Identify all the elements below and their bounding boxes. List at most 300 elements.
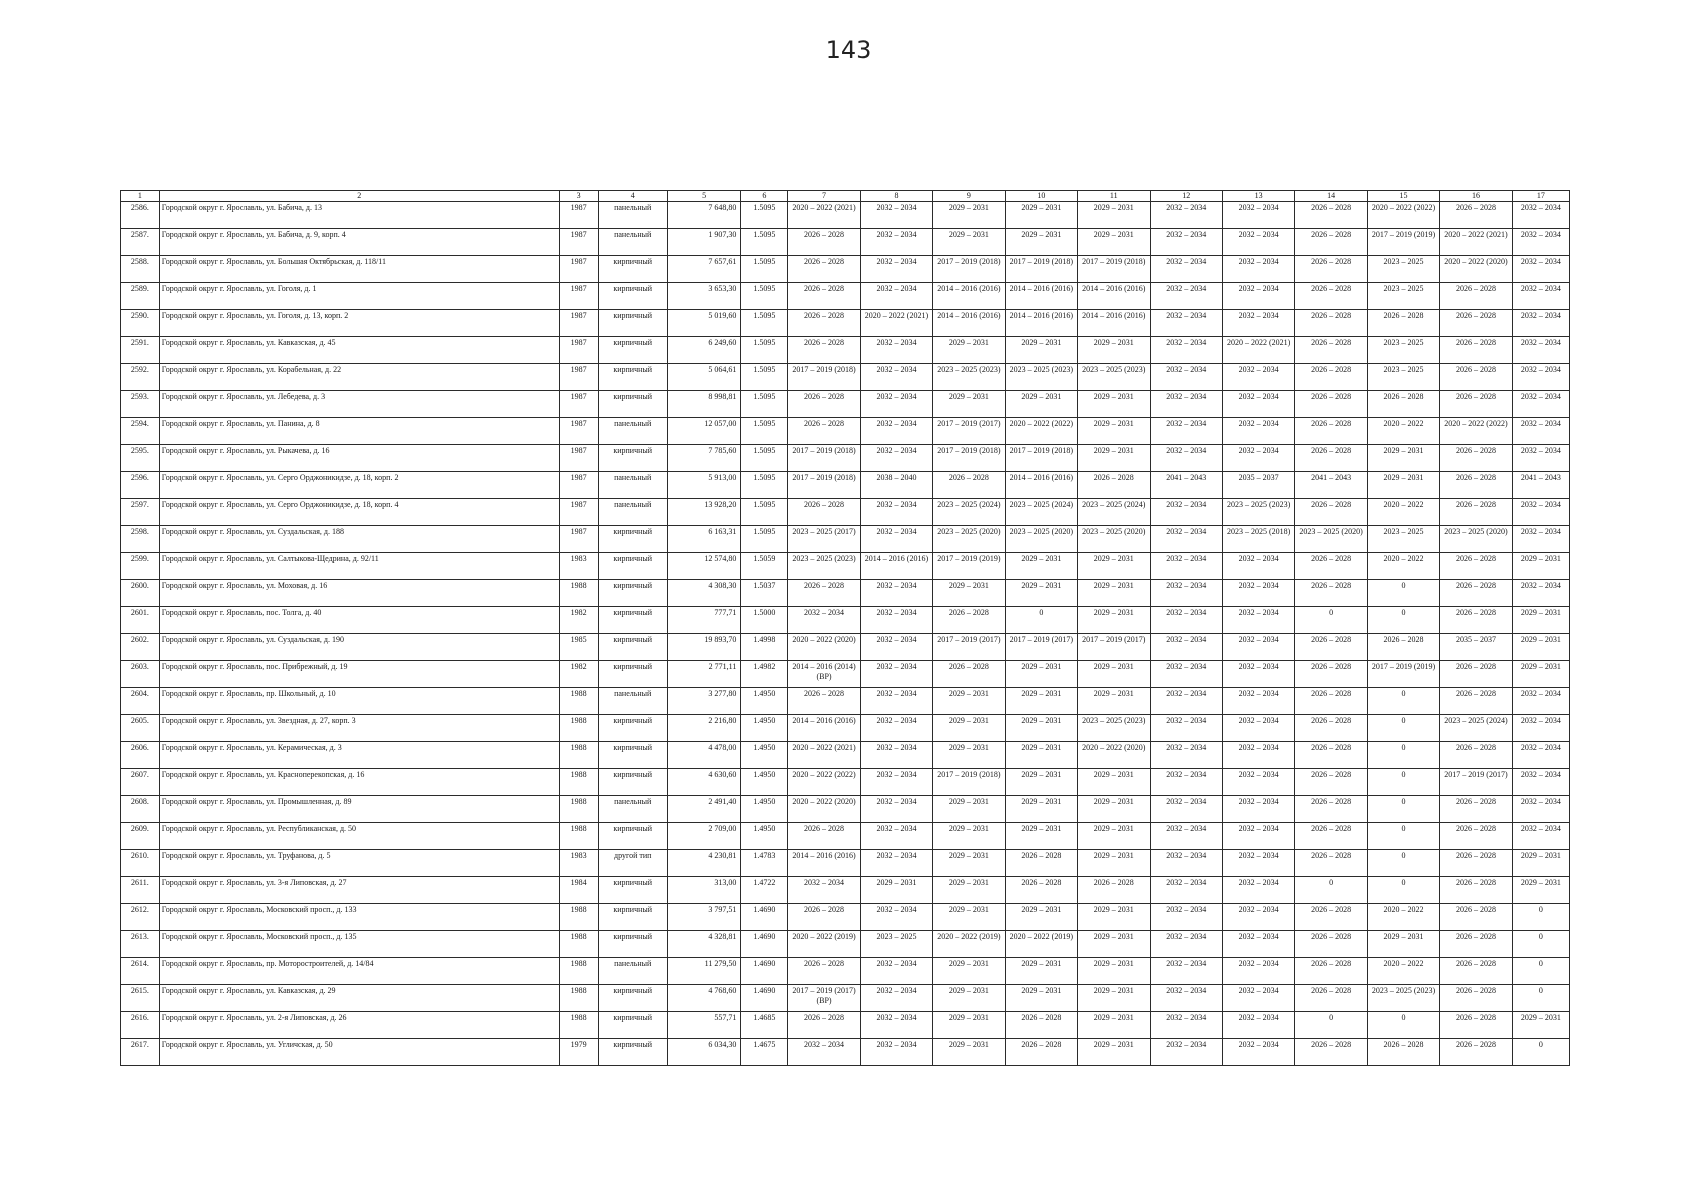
period-col-8-cell: 2032 – 2034 [860,661,932,688]
period-col-17-cell: 2041 – 2043 [1512,472,1569,499]
period-col-16-cell: 2026 – 2028 [1440,580,1512,607]
period-col-15-cell: 0 [1367,769,1439,796]
period-col-10-cell: 2023 – 2025 (2020) [1005,526,1077,553]
period-col-12-cell: 2032 – 2034 [1150,1012,1222,1039]
period-col-17-cell: 2029 – 2031 [1512,1012,1569,1039]
period-col-14-cell: 2026 – 2028 [1295,985,1367,1012]
period-col-8-cell: 2032 – 2034 [860,1039,932,1066]
period-col-13-cell: 2032 – 2034 [1222,823,1294,850]
period-col-12-cell: 2032 – 2034 [1150,877,1222,904]
period-col-10-cell: 2029 – 2031 [1005,958,1077,985]
total-area-cell: 4 478,00 [667,742,740,769]
table-row [121,580,1570,607]
period-col-12-cell: 2032 – 2034 [1150,229,1222,256]
period-col-12-cell: 2032 – 2034 [1150,958,1222,985]
period-col-12-cell: 2032 – 2034 [1150,526,1222,553]
period-col-13-cell: 2032 – 2034 [1222,742,1294,769]
period-col-14-cell: 2026 – 2028 [1295,418,1367,445]
row-number-cell: 2596. [121,472,160,499]
period-col-8-cell: 2029 – 2031 [860,877,932,904]
period-col-11-cell: 2029 – 2031 [1078,1039,1150,1066]
period-col-10-cell: 2029 – 2031 [1005,904,1077,931]
row-number-cell: 2615. [121,985,160,1012]
address-cell: Городской округ г. Ярославль, ул. Красноперекопская, д. 16 [159,769,559,796]
coefficient-cell: 1.4950 [741,769,788,796]
period-col-10-cell: 2029 – 2031 [1005,580,1077,607]
period-col-13-cell: 2035 – 2037 [1222,472,1294,499]
period-col-17-cell: 2029 – 2031 [1512,850,1569,877]
year-built-cell: 1988 [559,715,598,742]
table-row [121,904,1570,931]
period-col-15-cell: 0 [1367,607,1439,634]
row-number-cell: 2587. [121,229,160,256]
period-col-13-cell: 2032 – 2034 [1222,283,1294,310]
period-col-14-cell: 2026 – 2028 [1295,553,1367,580]
year-built-cell: 1982 [559,607,598,634]
period-col-12-cell: 2032 – 2034 [1150,1039,1222,1066]
wall-material-cell: кирпичный [598,742,667,769]
period-col-12-cell: 2032 – 2034 [1150,850,1222,877]
coefficient-cell: 1.5095 [741,526,788,553]
wall-material-cell: кирпичный [598,364,667,391]
period-col-13-cell: 2032 – 2034 [1222,634,1294,661]
period-col-17-cell: 2032 – 2034 [1512,283,1569,310]
year-built-cell: 1987 [559,418,598,445]
period-col-15-cell: 0 [1367,715,1439,742]
period-col-12-cell: 2032 – 2034 [1150,391,1222,418]
coefficient-cell: 1.5095 [741,499,788,526]
period-col-8-cell: 2023 – 2025 [860,931,932,958]
total-area-cell: 6 034,30 [667,1039,740,1066]
address-cell: Городской округ г. Ярославль, ул. Моховая, д. 16 [159,580,559,607]
period-col-7-cell: 2014 – 2016 (2016) [788,850,860,877]
period-col-12-cell: 2032 – 2034 [1150,931,1222,958]
row-number-cell: 2593. [121,391,160,418]
table-row [121,634,1570,661]
table-row [121,418,1570,445]
period-col-11-cell: 2014 – 2016 (2016) [1078,283,1150,310]
period-col-13-cell: 2032 – 2034 [1222,904,1294,931]
wall-material-cell: панельный [598,796,667,823]
period-col-10-cell: 2029 – 2031 [1005,823,1077,850]
coefficient-cell: 1.5095 [741,391,788,418]
period-col-11-cell: 2029 – 2031 [1078,553,1150,580]
period-col-8-cell: 2032 – 2034 [860,823,932,850]
period-col-13-cell: 2032 – 2034 [1222,229,1294,256]
address-cell: Городской округ г. Ярославль, пр. Моторостроителей, д. 14/84 [159,958,559,985]
period-col-7-cell: 2026 – 2028 [788,229,860,256]
period-col-11-cell: 2029 – 2031 [1078,850,1150,877]
table-row [121,1039,1570,1066]
year-built-cell: 1987 [559,499,598,526]
period-col-7-cell: 2026 – 2028 [788,418,860,445]
period-col-16-cell: 2026 – 2028 [1440,607,1512,634]
period-col-10-cell: 2017 – 2019 (2018) [1005,445,1077,472]
period-col-9-cell: 2017 – 2019 (2019) [933,553,1005,580]
table-row [121,850,1570,877]
column-header: 6 [741,191,788,202]
year-built-cell: 1987 [559,526,598,553]
wall-material-cell: кирпичный [598,661,667,688]
housing-table-container [120,190,1570,1066]
period-col-8-cell: 2032 – 2034 [860,742,932,769]
table-row [121,391,1570,418]
period-col-14-cell: 2023 – 2025 (2020) [1295,526,1367,553]
table-row [121,445,1570,472]
period-col-14-cell: 2026 – 2028 [1295,499,1367,526]
period-col-10-cell: 2029 – 2031 [1005,553,1077,580]
total-area-cell: 7 785,60 [667,445,740,472]
period-col-15-cell: 2026 – 2028 [1367,391,1439,418]
column-header: 7 [788,191,860,202]
period-col-9-cell: 2017 – 2019 (2017) [933,418,1005,445]
period-col-14-cell: 2026 – 2028 [1295,580,1367,607]
column-header: 15 [1367,191,1439,202]
period-col-17-cell: 0 [1512,904,1569,931]
period-col-14-cell: 2026 – 2028 [1295,445,1367,472]
period-col-8-cell: 2020 – 2022 (2021) [860,310,932,337]
period-col-13-cell: 2032 – 2034 [1222,958,1294,985]
period-col-9-cell: 2023 – 2025 (2020) [933,526,1005,553]
total-area-cell: 4 230,81 [667,850,740,877]
period-col-11-cell: 2029 – 2031 [1078,823,1150,850]
year-built-cell: 1988 [559,1012,598,1039]
address-cell: Городской округ г. Ярославль, ул. Суздальская, д. 190 [159,634,559,661]
period-col-16-cell: 2023 – 2025 (2024) [1440,715,1512,742]
period-col-16-cell: 2026 – 2028 [1440,1012,1512,1039]
period-col-10-cell: 2029 – 2031 [1005,202,1077,229]
row-number-cell: 2603. [121,661,160,688]
period-col-8-cell: 2032 – 2034 [860,526,932,553]
period-col-16-cell: 2026 – 2028 [1440,553,1512,580]
year-built-cell: 1988 [559,796,598,823]
period-col-17-cell: 2029 – 2031 [1512,634,1569,661]
year-built-cell: 1988 [559,580,598,607]
total-area-cell: 7 657,61 [667,256,740,283]
period-col-7-cell: 2020 – 2022 (2020) [788,796,860,823]
coefficient-cell: 1.4685 [741,1012,788,1039]
year-built-cell: 1987 [559,472,598,499]
period-col-14-cell: 2026 – 2028 [1295,769,1367,796]
period-col-8-cell: 2032 – 2034 [860,580,932,607]
row-number-cell: 2599. [121,553,160,580]
period-col-16-cell: 2026 – 2028 [1440,472,1512,499]
period-col-7-cell: 2020 – 2022 (2019) [788,931,860,958]
period-col-14-cell: 2026 – 2028 [1295,229,1367,256]
page-number: 143 [825,36,872,64]
period-col-16-cell: 2026 – 2028 [1440,337,1512,364]
wall-material-cell: кирпичный [598,337,667,364]
coefficient-cell: 1.4690 [741,931,788,958]
period-col-11-cell: 2017 – 2019 (2018) [1078,256,1150,283]
year-built-cell: 1985 [559,634,598,661]
period-col-14-cell: 2026 – 2028 [1295,310,1367,337]
period-col-11-cell: 2014 – 2016 (2016) [1078,310,1150,337]
year-built-cell: 1988 [559,904,598,931]
coefficient-cell: 1.5095 [741,472,788,499]
period-col-13-cell: 2023 – 2025 (2018) [1222,526,1294,553]
period-col-9-cell: 2029 – 2031 [933,1039,1005,1066]
period-col-13-cell: 2032 – 2034 [1222,256,1294,283]
total-area-cell: 2 491,40 [667,796,740,823]
period-col-12-cell: 2032 – 2034 [1150,256,1222,283]
period-col-11-cell: 2029 – 2031 [1078,769,1150,796]
table-header [121,191,1570,202]
period-col-14-cell: 2026 – 2028 [1295,958,1367,985]
period-col-9-cell: 2029 – 2031 [933,904,1005,931]
coefficient-cell: 1.4950 [741,688,788,715]
period-col-15-cell: 0 [1367,688,1439,715]
period-col-9-cell: 2029 – 2031 [933,877,1005,904]
address-cell: Городской округ г. Ярославль, ул. Серго Орджоникидзе, д. 18, корп. 4 [159,499,559,526]
period-col-16-cell: 2017 – 2019 (2017) [1440,769,1512,796]
period-col-13-cell: 2032 – 2034 [1222,661,1294,688]
address-cell: Городской округ г. Ярославль, ул. Панина, д. 8 [159,418,559,445]
total-area-cell: 2 216,80 [667,715,740,742]
period-col-10-cell: 2029 – 2031 [1005,796,1077,823]
address-cell: Городской округ г. Ярославль, ул. Бабича, д. 13 [159,202,559,229]
wall-material-cell: панельный [598,499,667,526]
period-col-9-cell: 2014 – 2016 (2016) [933,310,1005,337]
period-col-13-cell: 2032 – 2034 [1222,931,1294,958]
period-col-9-cell: 2029 – 2031 [933,823,1005,850]
coefficient-cell: 1.4998 [741,634,788,661]
period-col-13-cell: 2032 – 2034 [1222,364,1294,391]
column-header: 4 [598,191,667,202]
coefficient-cell: 1.4950 [741,742,788,769]
row-number-cell: 2614. [121,958,160,985]
period-col-12-cell: 2032 – 2034 [1150,715,1222,742]
column-header: 9 [933,191,1005,202]
period-col-15-cell: 0 [1367,580,1439,607]
period-col-11-cell: 2029 – 2031 [1078,931,1150,958]
address-cell: Городской округ г. Ярославль, ул. Бабича, д. 9, корп. 4 [159,229,559,256]
coefficient-cell: 1.4950 [741,796,788,823]
period-col-7-cell: 2020 – 2022 (2021) [788,742,860,769]
period-col-10-cell: 2017 – 2019 (2018) [1005,256,1077,283]
period-col-13-cell: 2032 – 2034 [1222,1039,1294,1066]
period-col-13-cell: 2032 – 2034 [1222,877,1294,904]
table-row [121,796,1570,823]
period-col-14-cell: 2026 – 2028 [1295,364,1367,391]
period-col-17-cell: 2032 – 2034 [1512,364,1569,391]
period-col-11-cell: 2029 – 2031 [1078,661,1150,688]
address-cell: Городской округ г. Ярославль, ул. Керамическая, д. 3 [159,742,559,769]
period-col-7-cell: 2026 – 2028 [788,499,860,526]
period-col-17-cell: 2029 – 2031 [1512,607,1569,634]
period-col-11-cell: 2029 – 2031 [1078,985,1150,1012]
period-col-8-cell: 2032 – 2034 [860,904,932,931]
period-col-15-cell: 2020 – 2022 [1367,958,1439,985]
period-col-9-cell: 2017 – 2019 (2018) [933,256,1005,283]
year-built-cell: 1987 [559,445,598,472]
period-col-9-cell: 2026 – 2028 [933,661,1005,688]
total-area-cell: 4 630,60 [667,769,740,796]
period-col-15-cell: 2026 – 2028 [1367,1039,1439,1066]
period-col-10-cell: 2029 – 2031 [1005,985,1077,1012]
column-header: 16 [1440,191,1512,202]
period-col-13-cell: 2032 – 2034 [1222,796,1294,823]
address-cell: Городской округ г. Ярославль, ул. Промышленная, д. 89 [159,796,559,823]
period-col-7-cell: 2032 – 2034 [788,1039,860,1066]
period-col-16-cell: 2026 – 2028 [1440,499,1512,526]
row-number-cell: 2595. [121,445,160,472]
row-number-cell: 2607. [121,769,160,796]
period-col-9-cell: 2026 – 2028 [933,607,1005,634]
period-col-17-cell: 2032 – 2034 [1512,256,1569,283]
period-col-15-cell: 2023 – 2025 (2023) [1367,985,1439,1012]
wall-material-cell: кирпичный [598,283,667,310]
total-area-cell: 4 328,81 [667,931,740,958]
year-built-cell: 1983 [559,850,598,877]
total-area-cell: 11 279,50 [667,958,740,985]
period-col-16-cell: 2035 – 2037 [1440,634,1512,661]
column-header: 13 [1222,191,1294,202]
period-col-7-cell: 2023 – 2025 (2023) [788,553,860,580]
period-col-16-cell: 2026 – 2028 [1440,796,1512,823]
period-col-9-cell: 2023 – 2025 (2024) [933,499,1005,526]
period-col-11-cell: 2029 – 2031 [1078,445,1150,472]
period-col-7-cell: 2026 – 2028 [788,283,860,310]
period-col-14-cell: 2026 – 2028 [1295,256,1367,283]
period-col-14-cell: 2026 – 2028 [1295,715,1367,742]
table-body [121,202,1570,1066]
period-col-11-cell: 2029 – 2031 [1078,958,1150,985]
table-row [121,715,1570,742]
period-col-14-cell: 2026 – 2028 [1295,337,1367,364]
period-col-17-cell: 2029 – 2031 [1512,661,1569,688]
period-col-7-cell: 2032 – 2034 [788,607,860,634]
period-col-17-cell: 2032 – 2034 [1512,580,1569,607]
wall-material-cell: кирпичный [598,634,667,661]
total-area-cell: 7 648,80 [667,202,740,229]
wall-material-cell: кирпичный [598,715,667,742]
period-col-13-cell: 2032 – 2034 [1222,715,1294,742]
total-area-cell: 5 064,61 [667,364,740,391]
period-col-11-cell: 2023 – 2025 (2023) [1078,715,1150,742]
period-col-7-cell: 2014 – 2016 (2014) (ВР) [788,661,860,688]
total-area-cell: 2 709,00 [667,823,740,850]
row-number-cell: 2588. [121,256,160,283]
period-col-8-cell: 2032 – 2034 [860,796,932,823]
period-col-9-cell: 2029 – 2031 [933,796,1005,823]
period-col-8-cell: 2032 – 2034 [860,445,932,472]
period-col-15-cell: 2023 – 2025 [1367,526,1439,553]
period-col-9-cell: 2029 – 2031 [933,985,1005,1012]
period-col-10-cell: 0 [1005,607,1077,634]
period-col-7-cell: 2026 – 2028 [788,391,860,418]
period-col-15-cell: 2017 – 2019 (2019) [1367,661,1439,688]
year-built-cell: 1987 [559,391,598,418]
total-area-cell: 12 574,80 [667,553,740,580]
period-col-10-cell: 2014 – 2016 (2016) [1005,472,1077,499]
column-header: 12 [1150,191,1222,202]
period-col-11-cell: 2029 – 2031 [1078,1012,1150,1039]
coefficient-cell: 1.5095 [741,229,788,256]
period-col-14-cell: 2026 – 2028 [1295,796,1367,823]
period-col-9-cell: 2014 – 2016 (2016) [933,283,1005,310]
coefficient-cell: 1.4950 [741,823,788,850]
wall-material-cell: кирпичный [598,445,667,472]
period-col-9-cell: 2029 – 2031 [933,580,1005,607]
coefficient-cell: 1.5095 [741,418,788,445]
period-col-13-cell: 2032 – 2034 [1222,580,1294,607]
year-built-cell: 1988 [559,931,598,958]
period-col-15-cell: 2023 – 2025 [1367,256,1439,283]
period-col-14-cell: 0 [1295,607,1367,634]
address-cell: Городской округ г. Ярославль, ул. Серго Орджоникидзе, д. 18, корп. 2 [159,472,559,499]
wall-material-cell: кирпичный [598,769,667,796]
period-col-16-cell: 2020 – 2022 (2020) [1440,256,1512,283]
period-col-14-cell: 2026 – 2028 [1295,688,1367,715]
period-col-10-cell: 2026 – 2028 [1005,1012,1077,1039]
period-col-17-cell: 0 [1512,1039,1569,1066]
period-col-11-cell: 2029 – 2031 [1078,337,1150,364]
period-col-14-cell: 2026 – 2028 [1295,661,1367,688]
period-col-8-cell: 2014 – 2016 (2016) [860,553,932,580]
coefficient-cell: 1.5059 [741,553,788,580]
period-col-13-cell: 2020 – 2022 (2021) [1222,337,1294,364]
period-col-16-cell: 2026 – 2028 [1440,823,1512,850]
row-number-cell: 2592. [121,364,160,391]
table-row [121,472,1570,499]
column-header: 3 [559,191,598,202]
period-col-7-cell: 2017 – 2019 (2017) (ВР) [788,985,860,1012]
total-area-cell: 12 057,00 [667,418,740,445]
total-area-cell: 3 277,80 [667,688,740,715]
total-area-cell: 19 893,70 [667,634,740,661]
period-col-8-cell: 2032 – 2034 [860,1012,932,1039]
period-col-8-cell: 2032 – 2034 [860,256,932,283]
coefficient-cell: 1.4690 [741,985,788,1012]
table-row [121,202,1570,229]
period-col-10-cell: 2029 – 2031 [1005,769,1077,796]
period-col-11-cell: 2029 – 2031 [1078,391,1150,418]
period-col-11-cell: 2029 – 2031 [1078,904,1150,931]
table-row [121,310,1570,337]
period-col-10-cell: 2026 – 2028 [1005,1039,1077,1066]
period-col-9-cell: 2029 – 2031 [933,391,1005,418]
period-col-11-cell: 2029 – 2031 [1078,229,1150,256]
period-col-17-cell: 2032 – 2034 [1512,715,1569,742]
period-col-10-cell: 2029 – 2031 [1005,742,1077,769]
wall-material-cell: кирпичный [598,1039,667,1066]
period-col-12-cell: 2041 – 2043 [1150,472,1222,499]
period-col-12-cell: 2032 – 2034 [1150,310,1222,337]
period-col-14-cell: 2026 – 2028 [1295,904,1367,931]
coefficient-cell: 1.5095 [741,202,788,229]
period-col-9-cell: 2026 – 2028 [933,472,1005,499]
period-col-15-cell: 2020 – 2022 [1367,553,1439,580]
period-col-9-cell: 2020 – 2022 (2019) [933,931,1005,958]
period-col-15-cell: 0 [1367,850,1439,877]
total-area-cell: 5 019,60 [667,310,740,337]
coefficient-cell: 1.4722 [741,877,788,904]
period-col-8-cell: 2032 – 2034 [860,283,932,310]
period-col-17-cell: 2032 – 2034 [1512,337,1569,364]
coefficient-cell: 1.5037 [741,580,788,607]
period-col-17-cell: 2032 – 2034 [1512,796,1569,823]
period-col-13-cell: 2032 – 2034 [1222,418,1294,445]
total-area-cell: 4 768,60 [667,985,740,1012]
period-col-10-cell: 2020 – 2022 (2022) [1005,418,1077,445]
table-row [121,553,1570,580]
period-col-10-cell: 2029 – 2031 [1005,337,1077,364]
period-col-11-cell: 2029 – 2031 [1078,418,1150,445]
period-col-11-cell: 2023 – 2025 (2024) [1078,499,1150,526]
period-col-8-cell: 2038 – 2040 [860,472,932,499]
period-col-9-cell: 2029 – 2031 [933,229,1005,256]
